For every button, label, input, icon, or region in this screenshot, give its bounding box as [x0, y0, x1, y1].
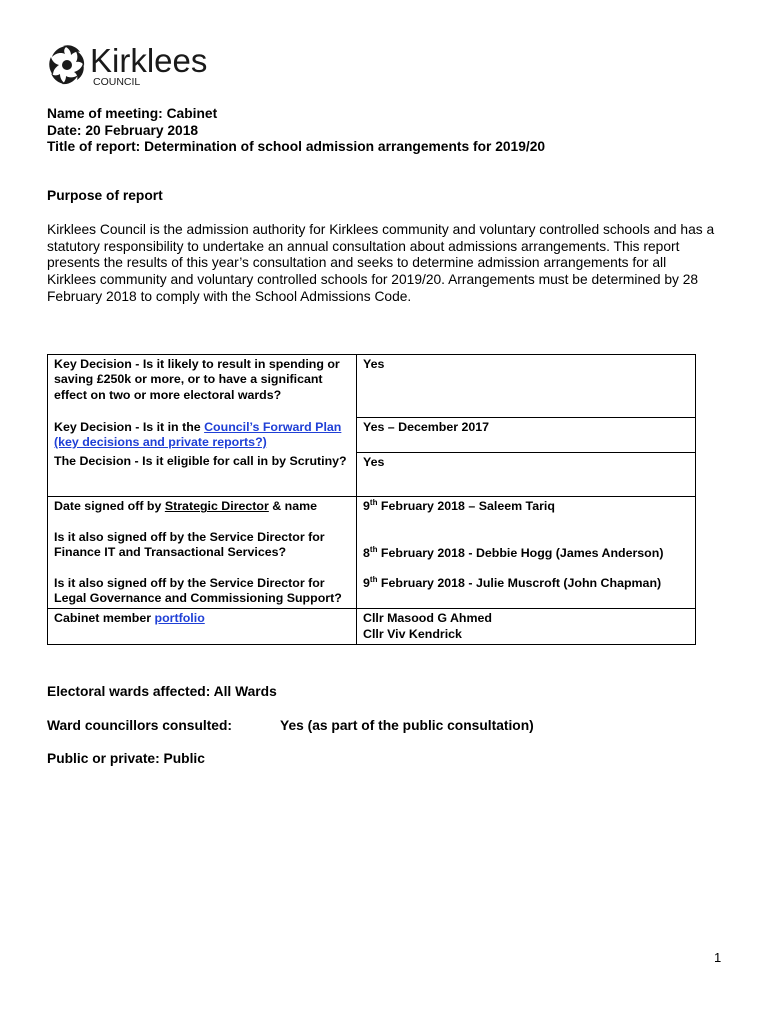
table-row [48, 609, 696, 645]
strategic-director-term: Strategic Director [164, 499, 269, 514]
table-cell [357, 418, 696, 453]
table-cell [357, 355, 696, 418]
legal-signoff-day: 9 [363, 576, 370, 591]
key-decision-spend-answer: Yes [363, 357, 385, 371]
call-in-question: The Decision - Is it eligible for call in by Scrutiny? [54, 454, 347, 469]
cabinet-member-2: Cllr Viv Kendrick [363, 626, 462, 641]
key-decision-spend-question: Key Decision - Is it likely to result in spending or saving £250k or more, or to have a significant effect on two or more electoral wards? [54, 357, 340, 402]
consulted-value: Yes (as part of the public consultation) [280, 718, 534, 733]
table-cell [48, 609, 357, 645]
kirklees-council-logo [46, 42, 236, 92]
public-or-private: Public or private: Public [47, 751, 205, 766]
legal-signoff-question: Is it also signed off by the Service Director for Legal Governance and Commissioning Support? [54, 575, 342, 605]
key-decision-table [47, 354, 696, 645]
purpose-heading: Purpose of report [47, 188, 163, 203]
director-signoff-day: 9 [363, 499, 370, 514]
finance-signoff-ordinal: th [369, 544, 378, 554]
forward-plan-answer: Yes – December 2017 [363, 420, 490, 434]
table-row [48, 355, 696, 418]
finance-signoff-answer [363, 546, 689, 561]
table-row [48, 452, 696, 497]
forward-plan-question: Key Decision - Is it in the [54, 419, 205, 434]
director-signoff-ordinal: th [369, 498, 378, 508]
table-cell [357, 609, 696, 645]
table-row [48, 418, 696, 453]
table-cell [48, 355, 357, 418]
table-cell [48, 497, 357, 609]
consulted-label: Ward councillors consulted: [47, 718, 232, 733]
table-cell [48, 418, 357, 453]
legal-signoff-answer [363, 576, 689, 591]
director-signoff-answer [363, 499, 689, 514]
table-row [48, 497, 696, 609]
report-title: Title of report: Determination of school admission arrangements for 2019/20 [47, 139, 546, 154]
table-cell [357, 497, 696, 609]
table-cell [48, 452, 357, 497]
svg-text:Kirklees: Kirklees [90, 42, 208, 79]
forward-plan-link[interactable]: Council’s Forward Plan (key decisions and private reports?) [54, 419, 342, 449]
director-signoff-question [54, 499, 350, 514]
kirklees-swirl-icon [46, 42, 236, 92]
cabinet-member-label: Cabinet member [54, 611, 155, 626]
director-signoff-rest: February 2018 – Saleem Tariq [377, 499, 555, 514]
director-signoff-prefix: Date signed off by [54, 499, 165, 514]
finance-signoff-day: 8 [363, 545, 370, 560]
legal-signoff-ordinal: th [369, 575, 378, 584]
meeting-name: Name of meeting: Cabinet [47, 106, 218, 121]
finance-signoff-question: Is it also signed off by the Service Director for Finance IT and Transactional Services? [54, 529, 325, 560]
legal-signoff-rest: February 2018 - Julie Muscroft (John Chapman) [377, 576, 662, 591]
purpose-body: Kirklees Council is the admission authority for Kirklees community and voluntary controlled schools and has a statutory responsibility to undertake an annual consultation about admissions arrangements. This report presents the results of this year’s consultation and seeks to determine admission arrangements for all Kirklees community and voluntary controlled schools for 2019/20. Arrangements must be determined by 28 February 2018 to comply with the School Admissions Code. [47, 222, 715, 304]
ward-councillors-consulted [47, 718, 534, 733]
meeting-date: Date: 20 February 2018 [47, 122, 199, 138]
director-signoff-suffix: & name [268, 499, 318, 514]
page-number: 1 [714, 950, 722, 965]
electoral-wards-affected: Electoral wards affected: All Wards [47, 684, 277, 699]
table-cell [357, 452, 696, 497]
meeting-details [47, 106, 545, 156]
call-in-answer: Yes [363, 454, 385, 469]
portfolio-link[interactable]: portfolio [154, 611, 205, 626]
finance-signoff-rest: February 2018 - Debbie Hogg (James Anderson) [377, 545, 664, 560]
cabinet-member-1: Cllr Masood G Ahmed [363, 611, 492, 626]
svg-text:COUNCIL: COUNCIL [93, 76, 141, 88]
